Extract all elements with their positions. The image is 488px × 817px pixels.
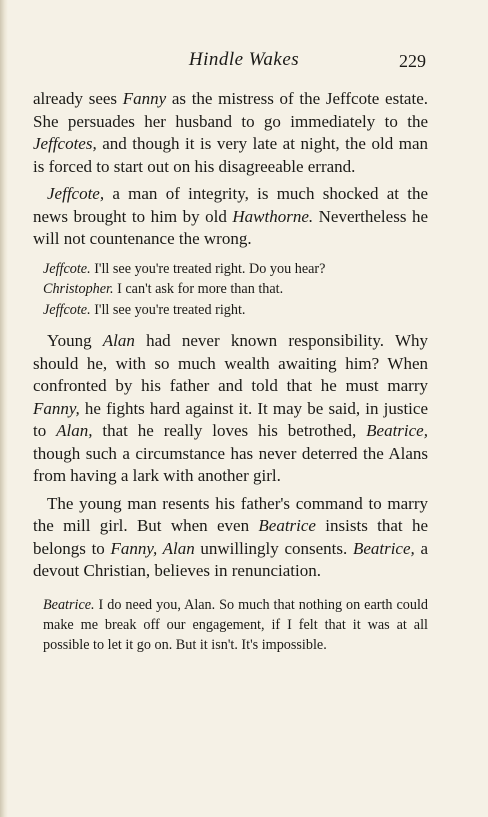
text-run: that he really loves his betrothed,	[92, 421, 367, 440]
text-run: Nevertheless he will not countenance the wrong.	[33, 206, 428, 248]
text-run: unwillingly consents.	[194, 538, 353, 558]
italic-name: Hawthorne.	[232, 206, 314, 226]
italic-name: Alan	[102, 331, 135, 350]
italic-name: Beatrice,	[366, 421, 428, 440]
dialogue-text: I'll see you're treated right. Do you hear?	[90, 260, 326, 277]
page-number: 229	[399, 51, 426, 71]
dialogue-excerpt-1	[43, 259, 428, 321]
text-run: insists that he belongs to	[33, 516, 428, 558]
dialogue-line	[43, 279, 428, 300]
italic-name: Fanny,	[33, 398, 80, 418]
dialogue-excerpt-2	[43, 595, 428, 655]
italic-name: Fanny, Alan	[110, 538, 195, 558]
text-run: already sees	[33, 89, 123, 108]
italic-name: Beatrice,	[352, 538, 415, 558]
paragraph-1	[33, 88, 428, 178]
running-head	[0, 49, 488, 75]
paragraph-2	[33, 183, 428, 251]
speaker-name: Jeffcote.	[43, 301, 91, 318]
italic-name: Jeffcotes,	[33, 134, 97, 153]
italic-name: Alan,	[56, 421, 93, 440]
dialogue-text: I can't ask for more than that.	[113, 281, 284, 297]
dialogue-line	[43, 300, 428, 321]
italic-name: Fanny	[122, 89, 167, 108]
speaker-name: Christopher.	[43, 281, 114, 297]
dialogue-text: I do need you, Alan. So much that nothing on earth could make me break off our engagement, if I felt that it was at all possible to let it go on. But it isn't. It's impossible.	[43, 596, 428, 653]
dialogue-text: I'll see you're treated right.	[90, 301, 246, 318]
paragraph-4	[33, 493, 428, 583]
italic-name: Jeffcote,	[47, 184, 105, 203]
text-run: he fights hard against it. It may be said, in justice to	[33, 398, 428, 440]
text-run: The young man resents his father's command to marry the mill girl. But when even	[33, 493, 428, 535]
running-title: Hindle Wakes	[188, 49, 300, 70]
text-run: Young	[47, 331, 103, 350]
text-run: had never known responsibility. Why should he, with so much wealth awaiting him? When confronted by his father and told that he must marry	[33, 331, 428, 395]
italic-name: Beatrice	[258, 516, 316, 535]
text-run: though such a circumstance has never deterred the Alans from having a lark with another girl.	[33, 443, 428, 485]
speaker-name: Jeffcote.	[43, 260, 91, 277]
text-run: as the mistress of the Jeffcote estate. She persuades her husband to go immediately to the	[33, 89, 428, 131]
text-run: a man of integrity, is much shocked at the news brought to him by old	[33, 184, 428, 226]
body-text	[33, 88, 428, 655]
dialogue-line	[43, 259, 428, 280]
text-run: and though it is very late at night, the old man is forced to start out on his disagreeable errand.	[33, 134, 428, 176]
paragraph-3	[33, 330, 428, 488]
speaker-name: Beatrice.	[43, 596, 95, 613]
text-run: a devout Christian, believes in renunciation.	[33, 538, 429, 580]
